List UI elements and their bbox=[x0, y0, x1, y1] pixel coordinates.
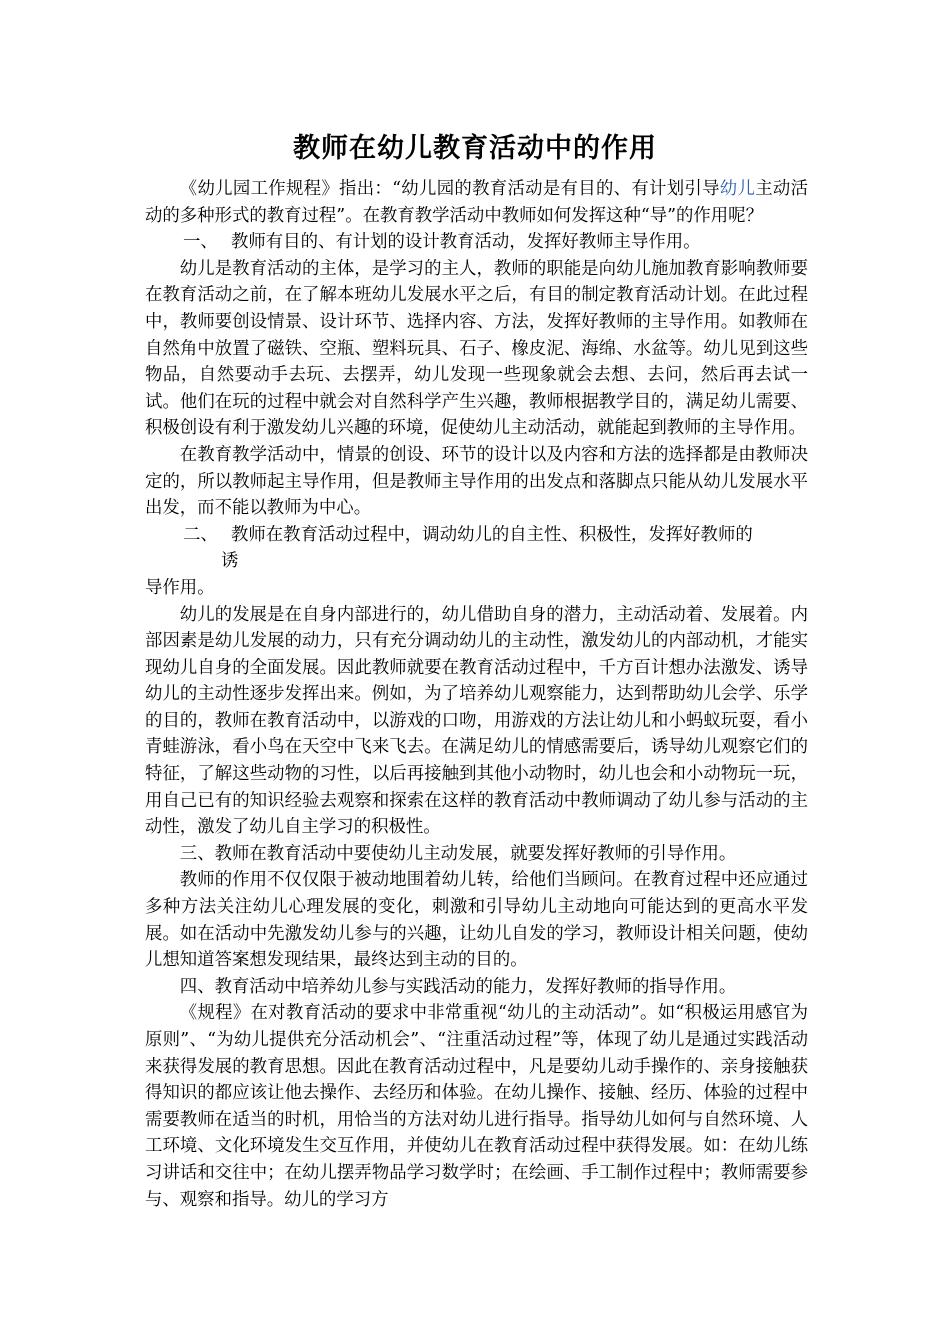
section4-paragraph: 《规程》在对教育活动的要求中非常重视“幼儿的主动活动”。如“积极运用感官为原则”、“为幼儿提供充分活动机会”、“注重活动过程”等，体现了幼儿是通过实践活动来获得发展的教育思想。因此在教育活动过程中，凡是要幼儿动手操作的、亲身接触获得知识的都应该让他去操作、去经历和体验。在幼儿操作、接触、经历、体验的过程中需要教师在适当的时机，用恰当的方法对幼儿进行指导。指导幼儿如何与自然环境、人工环境、文化环境发生交互作用，并使幼儿在教育活动过程中获得发展。如：在幼儿练习讲话和交往中；在幼儿摆弄物品学习数学时；在绘画、手工制作过程中；教师需要参与、观察和指导。幼儿的学习方 bbox=[145, 1003, 808, 1210]
section2-heading-cont: 导作用。 bbox=[145, 577, 215, 598]
section4-heading: 四、教育活动中培养幼儿参与实践活动的能力，发挥好教师的指导作用。 bbox=[179, 976, 737, 997]
intro-text-before: 《幼儿园工作规程》指出：“幼儿园的教育活动是有目的、有计划引导 bbox=[179, 179, 720, 199]
section2-heading bbox=[145, 522, 808, 602]
intro-text-after: 主动活动的多种形式的教育过程”。在教育教学活动中教师如何发挥这种“导”的作用呢？ bbox=[145, 179, 808, 226]
section2-heading-line1: 教师在教育活动过程中，调动幼儿的自主性、积极性，发挥好教师的 bbox=[231, 524, 753, 545]
section1-heading-text: 教师有目的、有计划的设计教育活动，发挥好教师主导作用。 bbox=[231, 232, 701, 253]
section2-paragraph: 幼儿的发展是在自身内部进行的，幼儿借助自身的潜力，主动活动着、发展着。内部因素是幼儿发展的动力，只有充分调动幼儿的主动性，激发幼儿的内部动机，才能实现幼儿自身的全面发展。因此教师就要在教育活动过程中，千方百计想办法激发、诱导幼儿的主动性逐步发挥出来。例如，为了培养幼儿观察能力，达到帮助幼儿会学、乐学的目的，教师在教育活动中，以游戏的口吻，用游戏的方法让幼儿和小蚂蚁玩耍，看小青蛙游泳，看小鸟在天空中飞来飞去。在满足幼儿的情感需要后，诱导幼儿观察它们的特征，了解这些动物的习性，以后再接触到其他小动物时，幼儿也会和小动物玩一玩，用自己已有的知识经验去观察和探索在这样的教育活动中教师调动了幼儿参与活动的主动性，激发了幼儿自主学习的积极性。 bbox=[145, 604, 808, 838]
intro-highlight: 幼儿 bbox=[719, 179, 756, 199]
section3-heading: 三、教师在教育活动中要使幼儿主动发展，就要发挥好教师的引导作用。 bbox=[179, 843, 737, 864]
section2-number: 二、 bbox=[183, 524, 218, 545]
section1-paragraph: 幼儿是教育活动的主体，是学习的主人，教师的职能是向幼儿施加教育影响教师要在教育活动之前，在了解本班幼儿发展水平之后，有目的制定教育活动计划。在此过程中，教师要创设情景、设计环节、选择内容、方法，发挥好教师的主导作用。如教师在自然角中放置了磁铁、空瓶、塑料玩具、石子、橡皮泥、海绵、水盆等。幼儿见到这些物品，自然要动手去玩、去摆弄，幼儿发现一些现象就会去想、去问，然后再去试一试。他们在玩的过程中就会对自然科学产生兴趣，教师根据教学目的，满足幼儿需要、积极创设有利于激发幼儿兴趣的环境，促使幼儿主动活动，就能起到教师的主导作用。 bbox=[145, 258, 808, 439]
document-title: 教师在幼儿教育活动中的作用 bbox=[293, 133, 657, 164]
document-body bbox=[145, 176, 808, 1213]
section3-paragraph: 教师的作用不仅仅限于被动地围着幼儿转，给他们当顾问。在教育过程中还应通过多种方法关注幼儿心理发展的变化，刺激和引导幼儿主动地向可能达到的更高水平发展。如在活动中先激发幼儿参与的兴趣，让幼儿自发的学习，教师设计相关问题，使幼儿想知道答案想发现结果，最终达到主动的目的。 bbox=[145, 870, 808, 971]
section1-paragraph: 在教育教学活动中，情景的创设、环节的设计以及内容和方法的选择都是由教师决定的，所以教师起主导作用，但是教师主导作用的出发点和落脚点只能从幼儿发展水平出发，而不能以教师为中心。 bbox=[145, 444, 808, 519]
section2-heading-tail: 诱 bbox=[221, 551, 239, 572]
intro-paragraph bbox=[145, 176, 808, 229]
section1-heading bbox=[145, 229, 808, 256]
section1-number: 一、 bbox=[183, 232, 218, 253]
